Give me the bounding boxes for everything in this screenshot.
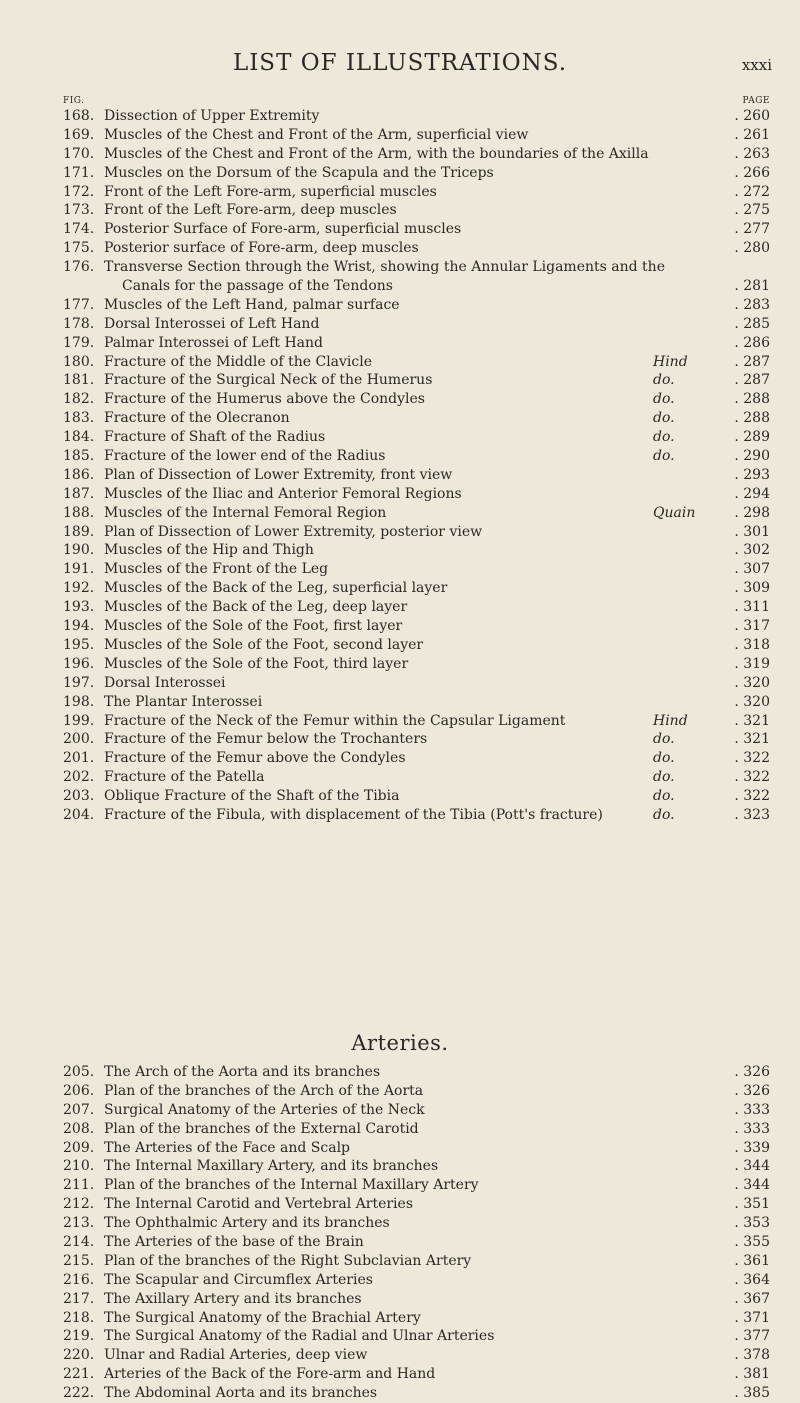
figure-number: 213. xyxy=(63,1215,95,1232)
figure-title: Fracture of the Middle of the Clavicle xyxy=(104,353,373,370)
figure-source: do. xyxy=(653,429,675,446)
list-item xyxy=(63,523,770,542)
figure-number: 217. xyxy=(63,1290,95,1307)
list-item xyxy=(63,1346,770,1365)
figure-page: . 277 xyxy=(734,221,770,238)
figure-title: Fracture of the Humerus above the Condyles xyxy=(104,391,425,408)
page-title: LIST OF ILLUSTRATIONS. xyxy=(232,50,568,76)
figure-number: 187. xyxy=(63,485,95,502)
list-item xyxy=(63,1063,770,1082)
figure-number: 203. xyxy=(63,788,95,805)
figure-title: The Scapular and Circumflex Arteries xyxy=(104,1271,373,1288)
list-item-continuation xyxy=(63,277,770,296)
figure-page: . 260 xyxy=(734,108,770,124)
list-item xyxy=(63,674,770,693)
figure-title: The Ophthalmic Artery and its branches xyxy=(104,1215,390,1232)
figure-source: do. xyxy=(653,731,675,748)
figure-title: Fracture of the Surgical Neck of the Humerus xyxy=(104,372,433,389)
list-item xyxy=(63,560,770,579)
figure-page: . 293 xyxy=(734,466,770,483)
list-item xyxy=(63,693,770,712)
list-item xyxy=(63,806,770,825)
figure-number: 193. xyxy=(63,599,95,616)
figure-page: . 283 xyxy=(734,296,770,313)
figure-source: do. xyxy=(653,391,675,408)
figure-number: 192. xyxy=(63,580,95,597)
figure-page: . 381 xyxy=(734,1366,770,1383)
figure-title: Dorsal Interossei xyxy=(104,674,226,691)
list-item xyxy=(63,1195,770,1214)
figure-page: . 333 xyxy=(734,1120,770,1137)
list-item xyxy=(63,145,770,164)
figure-number: 210. xyxy=(63,1158,95,1175)
figure-page: . 353 xyxy=(734,1215,770,1232)
figure-page: . 288 xyxy=(734,391,770,408)
figure-number: 185. xyxy=(63,448,95,465)
figure-number: 199. xyxy=(63,712,95,729)
figure-title: The Arch of the Aorta and its branches xyxy=(104,1064,381,1080)
figure-title: The Surgical Anatomy of the Radial and Ulnar Arteries xyxy=(104,1328,495,1345)
figure-page: . 290 xyxy=(734,448,770,465)
figure-number: 178. xyxy=(63,315,95,332)
figure-page: . 322 xyxy=(734,769,770,786)
figure-number: 206. xyxy=(63,1082,95,1099)
figure-page: . 294 xyxy=(734,485,770,502)
figure-number: 188. xyxy=(63,504,95,521)
list-item xyxy=(63,1233,770,1252)
figure-title: Plan of Dissection of Lower Extremity, front view xyxy=(104,466,453,483)
figure-title: The Abdominal Aorta and its branches xyxy=(104,1385,378,1402)
figure-number: 174. xyxy=(63,221,95,238)
figure-source: do. xyxy=(653,806,675,823)
figure-number: 190. xyxy=(63,542,95,559)
list-item xyxy=(63,239,770,258)
figure-page: . 351 xyxy=(734,1196,770,1213)
list-item xyxy=(63,1290,770,1309)
list-item xyxy=(63,353,770,372)
figure-number: 201. xyxy=(63,750,95,767)
figure-number: 202. xyxy=(63,769,95,786)
list-item xyxy=(63,1157,770,1176)
figure-page: . 298 xyxy=(734,504,770,521)
figure-page: . 321 xyxy=(734,731,770,748)
figure-title: Surgical Anatomy of the Arteries of the Neck xyxy=(104,1101,425,1118)
figure-title: Muscles of the Back of the Leg, superficial layer xyxy=(104,580,448,597)
figure-title-continued: Canals for the passage of the Tendons xyxy=(122,278,393,295)
list-item xyxy=(63,258,770,277)
figure-title: Plan of the branches of the External Carotid xyxy=(104,1120,419,1137)
figure-number: 171. xyxy=(63,164,95,181)
figure-number: 205. xyxy=(63,1064,95,1080)
figure-page: . 333 xyxy=(734,1101,770,1118)
figure-page: . 326 xyxy=(734,1082,770,1099)
figure-source: do. xyxy=(653,788,675,805)
figure-title: Ulnar and Radial Arteries, deep view xyxy=(104,1347,368,1364)
figure-page: . 361 xyxy=(734,1252,770,1269)
list-item xyxy=(63,1327,770,1346)
figure-page: . 377 xyxy=(734,1328,770,1345)
section-heading-arteries: Arteries. xyxy=(351,1031,449,1055)
list-item xyxy=(63,126,770,145)
figure-page: . 266 xyxy=(734,164,770,181)
figure-number: 195. xyxy=(63,636,95,653)
figure-title: Plan of the branches of the Internal Maxillary Artery xyxy=(104,1177,479,1194)
figure-title: Plan of the branches of the Right Subclavian Artery xyxy=(104,1252,472,1269)
figure-page: . 281 xyxy=(734,278,770,295)
figure-page: . 261 xyxy=(734,126,770,143)
list-item xyxy=(63,1139,770,1158)
figure-title: Transverse Section through the Wrist, showing the Annular Ligaments and the xyxy=(104,259,665,276)
figure-title: Posterior surface of Fore-arm, deep muscles xyxy=(104,240,419,257)
figure-source: do. xyxy=(653,750,675,767)
figure-title: Plan of the branches of the Arch of the Aorta xyxy=(104,1082,424,1099)
running-head xyxy=(0,50,800,80)
list-item xyxy=(63,1271,770,1290)
figure-number: 180. xyxy=(63,353,95,370)
figure-number: 172. xyxy=(63,183,95,200)
figure-page: . 280 xyxy=(734,240,770,257)
figure-title: The Internal Maxillary Artery, and its branches xyxy=(104,1158,439,1175)
figure-page: . 371 xyxy=(734,1309,770,1326)
figure-page: . 323 xyxy=(734,806,770,823)
figure-source: do. xyxy=(653,448,675,465)
figure-source: Hind xyxy=(653,353,688,370)
figure-number: 222. xyxy=(63,1385,95,1402)
figure-page: . 320 xyxy=(734,693,770,710)
figure-title: Arteries of the Back of the Fore-arm and Hand xyxy=(104,1366,436,1383)
figure-source: Quain xyxy=(653,504,696,521)
list-item xyxy=(63,220,770,239)
figure-page: . 322 xyxy=(734,788,770,805)
list-item xyxy=(63,655,770,674)
figure-page: . 311 xyxy=(734,599,770,616)
list-item xyxy=(63,1252,770,1271)
figure-page: . 339 xyxy=(734,1139,770,1156)
figure-number: 194. xyxy=(63,618,95,635)
list-item xyxy=(63,164,770,183)
figure-page: . 307 xyxy=(734,561,770,578)
list-item xyxy=(63,1365,770,1384)
figure-page: . 320 xyxy=(734,674,770,691)
figure-number: 169. xyxy=(63,126,95,143)
figure-number: 182. xyxy=(63,391,95,408)
list-item xyxy=(63,390,770,409)
figure-number: 212. xyxy=(63,1196,95,1213)
list-item xyxy=(63,447,770,466)
figure-number: 186. xyxy=(63,466,95,483)
list-item xyxy=(63,334,770,353)
figure-title: Posterior Surface of Fore-arm, superficial muscles xyxy=(104,221,462,238)
list-item xyxy=(63,1120,770,1139)
figure-title: Plan of Dissection of Lower Extremity, posterior view xyxy=(104,523,483,540)
figure-source: do. xyxy=(653,410,675,427)
figure-title: Front of the Left Fore-arm, deep muscles xyxy=(104,202,397,219)
figure-title: Fracture of the Fibula, with displacement of the Tibia (Pott's fracture) xyxy=(104,806,603,823)
figure-title: Fracture of the Neck of the Femur within the Capsular Ligament xyxy=(104,712,566,729)
figure-title: Muscles of the Hip and Thigh xyxy=(104,542,314,559)
figure-title: Front of the Left Fore-arm, superficial muscles xyxy=(104,183,437,200)
figure-title: Muscles of the Chest and Front of the Arm, superficial view xyxy=(104,126,529,143)
figure-title: Fracture of the Femur above the Condyles xyxy=(104,750,406,767)
figure-page: . 288 xyxy=(734,410,770,427)
figure-number: 216. xyxy=(63,1271,95,1288)
figure-number: 183. xyxy=(63,410,95,427)
figure-title: Muscles of the Back of the Leg, deep layer xyxy=(104,599,408,616)
figure-title: Fracture of Shaft of the Radius xyxy=(104,429,326,446)
figure-number: 179. xyxy=(63,334,95,351)
list-item xyxy=(63,598,770,617)
figure-number: 207. xyxy=(63,1101,95,1118)
figure-title: Oblique Fracture of the Shaft of the Tibia xyxy=(104,788,400,805)
illustration-list-arteries xyxy=(63,1063,770,1403)
figure-title: The Plantar Interossei xyxy=(104,693,263,710)
figure-page: . 275 xyxy=(734,202,770,219)
figure-page: . 319 xyxy=(734,655,770,672)
figure-page: . 263 xyxy=(734,145,770,162)
figure-number: 204. xyxy=(63,806,95,823)
list-item xyxy=(63,409,770,428)
figure-number: 214. xyxy=(63,1234,95,1251)
figure-number: 196. xyxy=(63,655,95,672)
list-item xyxy=(63,541,770,560)
figure-page: . 355 xyxy=(734,1234,770,1251)
figure-page: . 378 xyxy=(734,1347,770,1364)
figure-page: . 287 xyxy=(734,353,770,370)
figure-title: Muscles of the Left Hand, palmar surface xyxy=(104,296,400,313)
figure-title: The Internal Carotid and Vertebral Arteries xyxy=(104,1196,413,1213)
figure-source: do. xyxy=(653,769,675,786)
list-item xyxy=(63,1082,770,1101)
figure-page: . 385 xyxy=(734,1385,770,1402)
list-item xyxy=(63,636,770,655)
list-item xyxy=(63,371,770,390)
figure-page: . 272 xyxy=(734,183,770,200)
list-item xyxy=(63,749,770,768)
figure-source: do. xyxy=(653,372,675,389)
list-item xyxy=(63,1101,770,1120)
figure-page: . 367 xyxy=(734,1290,770,1307)
list-item xyxy=(63,1214,770,1233)
figure-number: 189. xyxy=(63,523,95,540)
figure-title: Fracture of the Femur below the Trochanters xyxy=(104,731,428,748)
figure-page: . 326 xyxy=(734,1064,770,1080)
figure-number: 175. xyxy=(63,240,95,257)
figure-page: . 364 xyxy=(734,1271,770,1288)
page-number: xxxi xyxy=(741,56,772,74)
figure-number: 215. xyxy=(63,1252,95,1269)
figure-title: Muscles of the Chest and Front of the Arm, with the boundaries of the Axilla xyxy=(104,145,649,162)
figure-page: . 344 xyxy=(734,1177,770,1194)
figure-number: 219. xyxy=(63,1328,95,1345)
figure-page: . 321 xyxy=(734,712,770,729)
figure-title: Muscles of the Sole of the Foot, first layer xyxy=(104,618,403,635)
figure-number: 198. xyxy=(63,693,95,710)
figure-title: Muscles of the Sole of the Foot, third layer xyxy=(104,655,409,672)
list-item xyxy=(63,579,770,598)
figure-number: 191. xyxy=(63,561,95,578)
figure-title: The Surgical Anatomy of the Brachial Artery xyxy=(104,1309,421,1326)
page-column-head: PAGE xyxy=(742,96,770,106)
figure-page: . 287 xyxy=(734,372,770,389)
figure-title: Palmar Interossei of Left Hand xyxy=(104,334,323,351)
figure-title: The Arteries of the Face and Scalp xyxy=(104,1139,351,1156)
list-item xyxy=(63,485,770,504)
list-item xyxy=(63,787,770,806)
figure-page: . 317 xyxy=(734,618,770,635)
list-item xyxy=(63,296,770,315)
figure-number: 181. xyxy=(63,372,95,389)
list-item xyxy=(63,183,770,202)
figure-number: 176. xyxy=(63,259,95,276)
list-item xyxy=(63,201,770,220)
figure-page: . 344 xyxy=(734,1158,770,1175)
figure-title: The Arteries of the base of the Brain xyxy=(104,1234,364,1251)
illustration-list-top xyxy=(63,107,770,825)
figure-number: 218. xyxy=(63,1309,95,1326)
list-item xyxy=(63,730,770,749)
figure-number: 168. xyxy=(63,108,95,124)
fig-column-head: FIG. xyxy=(63,96,85,106)
figure-title: Muscles of the Sole of the Foot, second layer xyxy=(104,636,424,653)
list-item xyxy=(63,768,770,787)
list-item xyxy=(63,1384,770,1403)
list-item xyxy=(63,466,770,485)
figure-title: The Axillary Artery and its branches xyxy=(104,1290,362,1307)
figure-title: Fracture of the Patella xyxy=(104,769,265,786)
figure-number: 184. xyxy=(63,429,95,446)
figure-title: Fracture of the lower end of the Radius xyxy=(104,448,386,465)
figure-title: Muscles of the Front of the Leg xyxy=(104,561,329,578)
figure-number: 173. xyxy=(63,202,95,219)
figure-number: 208. xyxy=(63,1120,95,1137)
figure-title: Muscles on the Dorsum of the Scapula and the Triceps xyxy=(104,164,494,181)
figure-number: 177. xyxy=(63,296,95,313)
figure-title: Fracture of the Olecranon xyxy=(104,410,290,427)
figure-page: . 309 xyxy=(734,580,770,597)
list-item xyxy=(63,1176,770,1195)
figure-page: . 289 xyxy=(734,429,770,446)
figure-number: 221. xyxy=(63,1366,95,1383)
list-item xyxy=(63,712,770,731)
figure-page: . 285 xyxy=(734,315,770,332)
figure-page: . 322 xyxy=(734,750,770,767)
figure-number: 197. xyxy=(63,674,95,691)
list-item xyxy=(63,617,770,636)
figure-number: 211. xyxy=(63,1177,95,1194)
figure-source: Hind xyxy=(653,712,688,729)
figure-page: . 301 xyxy=(734,523,770,540)
list-item xyxy=(63,1309,770,1328)
list-item xyxy=(63,315,770,334)
figure-title: Muscles of the Iliac and Anterior Femoral Regions xyxy=(104,485,462,502)
figure-title: Dissection of Upper Extremity xyxy=(104,108,320,124)
figure-page: . 286 xyxy=(734,334,770,351)
figure-title: Dorsal Interossei of Left Hand xyxy=(104,315,320,332)
list-item xyxy=(63,504,770,523)
figure-number: 209. xyxy=(63,1139,95,1156)
list-item xyxy=(63,107,770,126)
figure-number: 220. xyxy=(63,1347,95,1364)
figure-page: . 318 xyxy=(734,636,770,653)
figure-title: Muscles of the Internal Femoral Region xyxy=(104,504,387,521)
figure-number: 200. xyxy=(63,731,95,748)
figure-page: . 302 xyxy=(734,542,770,559)
list-item xyxy=(63,428,770,447)
figure-number: 170. xyxy=(63,145,95,162)
